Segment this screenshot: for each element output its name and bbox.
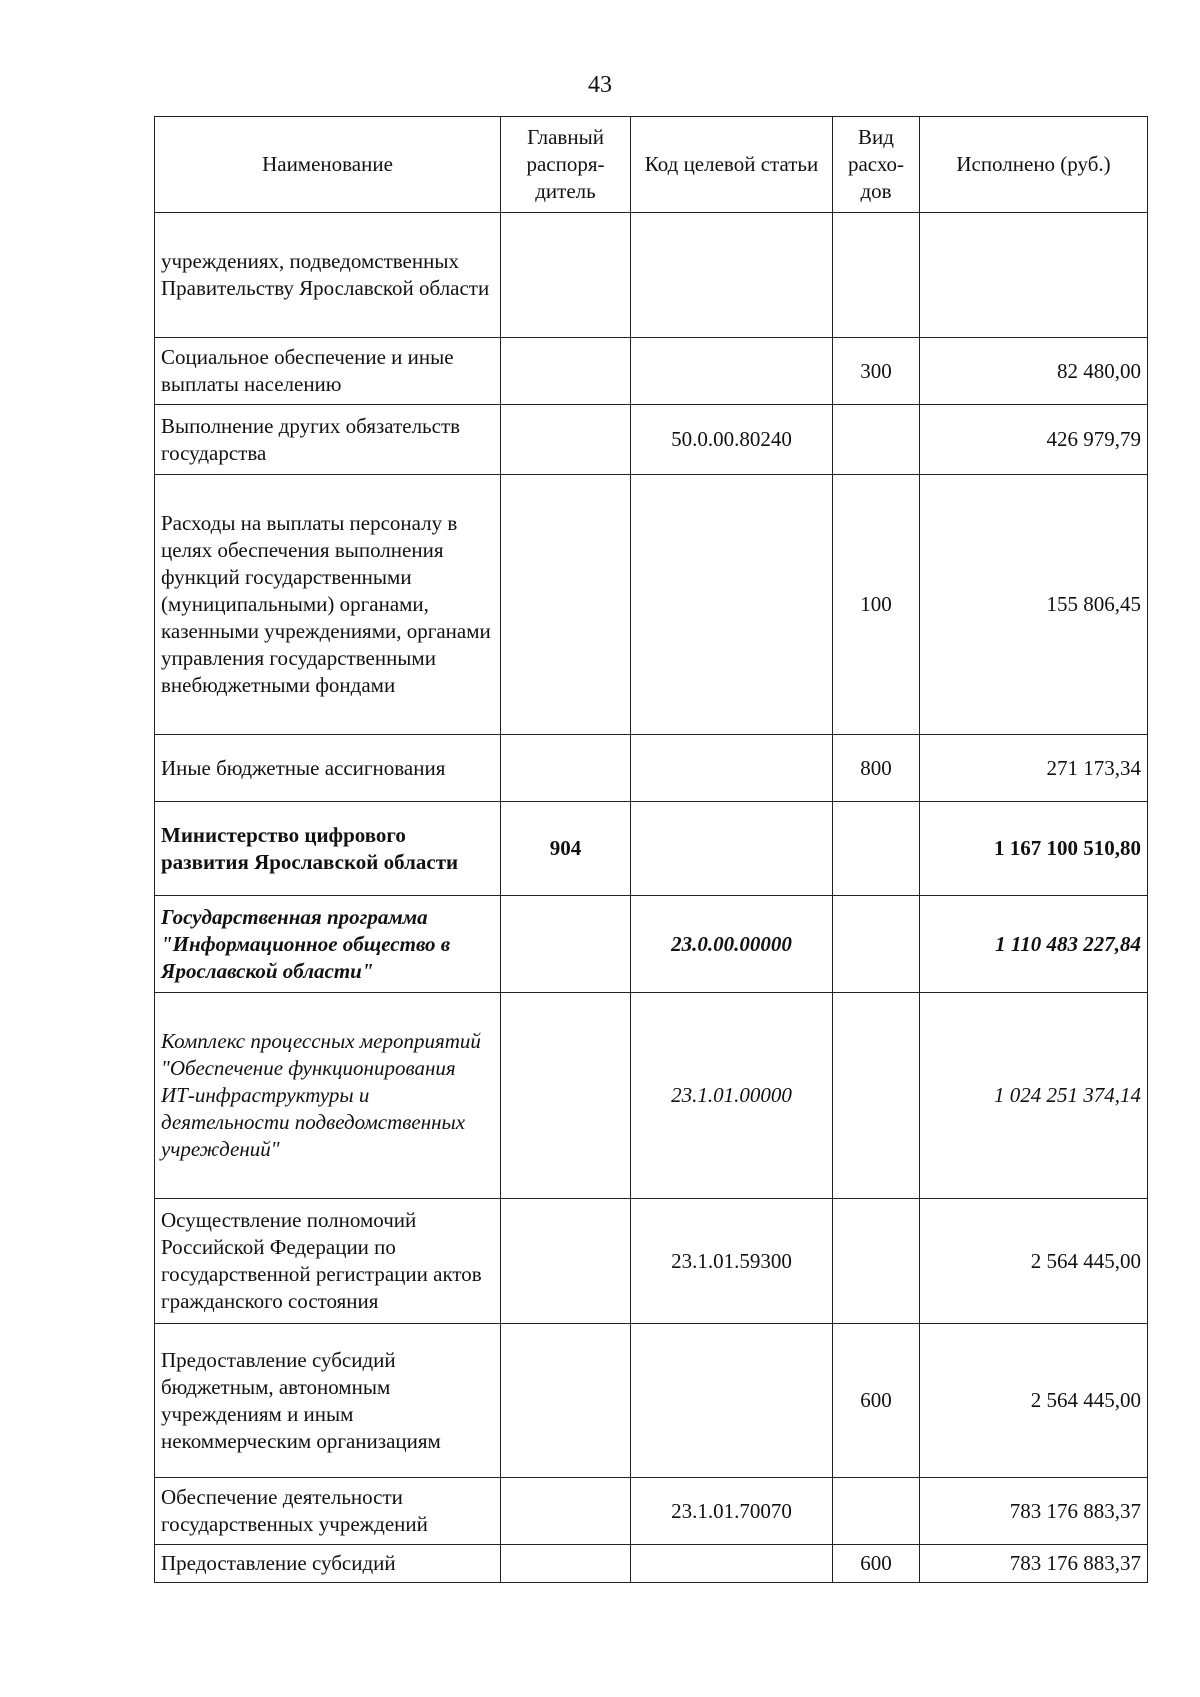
- header-chief-administrator: Главный распоря-дитель: [501, 117, 631, 213]
- row-target-code: 23.1.01.00000: [631, 993, 833, 1199]
- row-name: Обеспечение деятельности государственных учреждений: [155, 1478, 501, 1545]
- row-executed-amount: 271 173,34: [920, 735, 1148, 802]
- row-executed-amount: 155 806,45: [920, 475, 1148, 735]
- row-target-code: [631, 213, 833, 338]
- row-expense-type: [833, 213, 920, 338]
- row-target-code: [631, 1545, 833, 1583]
- row-target-code: 50.0.00.80240: [631, 405, 833, 475]
- row-target-code: [631, 475, 833, 735]
- row-executed-amount: 1 110 483 227,84: [920, 896, 1148, 993]
- table-row: [155, 735, 1148, 802]
- row-target-code: 23.1.01.59300: [631, 1199, 833, 1324]
- budget-execution-table: [154, 116, 1148, 1583]
- row-name: Предоставление субсидий: [155, 1545, 501, 1583]
- row-chief-administrator: [501, 735, 631, 802]
- row-expense-type: 600: [833, 1324, 920, 1478]
- row-target-code: [631, 802, 833, 896]
- row-target-code: [631, 1324, 833, 1478]
- table-row-ministry: [155, 802, 1148, 896]
- row-name: Выполнение других обязательств государства: [155, 405, 501, 475]
- row-target-code: [631, 735, 833, 802]
- row-chief-administrator: [501, 1199, 631, 1324]
- table-row: [155, 1478, 1148, 1545]
- row-expense-type: 100: [833, 475, 920, 735]
- table-row-complex: [155, 993, 1148, 1199]
- row-chief-administrator: [501, 1545, 631, 1583]
- table-row-program: [155, 896, 1148, 993]
- row-chief-administrator: [501, 213, 631, 338]
- row-name: Предоставление субсидий бюджетным, автономным учреждениям и иным некоммерческим организациям: [155, 1324, 501, 1478]
- row-executed-amount: 2 564 445,00: [920, 1324, 1148, 1478]
- row-chief-administrator: [501, 475, 631, 735]
- row-chief-administrator: [501, 1478, 631, 1545]
- row-chief-administrator: 904: [501, 802, 631, 896]
- row-target-code: 23.1.01.70070: [631, 1478, 833, 1545]
- table-row: [155, 1199, 1148, 1324]
- row-expense-type: [833, 1199, 920, 1324]
- table-row: [155, 1324, 1148, 1478]
- row-chief-administrator: [501, 405, 631, 475]
- row-executed-amount: 426 979,79: [920, 405, 1148, 475]
- row-name: учреждениях, подведомственных Правительству Ярославской области: [155, 213, 501, 338]
- row-executed-amount: 82 480,00: [920, 338, 1148, 405]
- row-expense-type: 300: [833, 338, 920, 405]
- row-chief-administrator: [501, 993, 631, 1199]
- row-name: Расходы на выплаты персоналу в целях обеспечения выполнения функций государственными (муниципальными) органами, казенными учреждениями, органами управления государственными внебюджетными фондами: [155, 475, 501, 735]
- header-expense-type: Вид расхо-дов: [833, 117, 920, 213]
- row-expense-type: [833, 993, 920, 1199]
- row-executed-amount: 783 176 883,37: [920, 1478, 1148, 1545]
- row-chief-administrator: [501, 1324, 631, 1478]
- table-row: [155, 405, 1148, 475]
- row-name: Социальное обеспечение и иные выплаты населению: [155, 338, 501, 405]
- table-row: [155, 1545, 1148, 1583]
- header-target-article-code: Код целевой статьи: [631, 117, 833, 213]
- page-number: 43: [588, 72, 612, 98]
- row-expense-type: 600: [833, 1545, 920, 1583]
- row-executed-amount: 783 176 883,37: [920, 1545, 1148, 1583]
- row-expense-type: 800: [833, 735, 920, 802]
- header-name: Наименование: [155, 117, 501, 213]
- row-chief-administrator: [501, 338, 631, 405]
- row-target-code: [631, 338, 833, 405]
- row-name: Комплекс процессных мероприятий "Обеспечение функционирования ИТ-инфраструктуры и деятельности подведомственных учреждений": [155, 993, 501, 1199]
- row-name: Министерство цифрового развития Ярославской области: [155, 802, 501, 896]
- row-executed-amount: 1 167 100 510,80: [920, 802, 1148, 896]
- row-name: Осуществление полномочий Российской Федерации по государственной регистрации актов гражданского состояния: [155, 1199, 501, 1324]
- row-expense-type: [833, 1478, 920, 1545]
- row-executed-amount: 1 024 251 374,14: [920, 993, 1148, 1199]
- row-expense-type: [833, 405, 920, 475]
- row-name: Государственная программа "Информационное общество в Ярославской области": [155, 896, 501, 993]
- row-executed-amount: [920, 213, 1148, 338]
- table-header-row: [155, 117, 1148, 213]
- row-expense-type: [833, 802, 920, 896]
- table-row: [155, 475, 1148, 735]
- header-executed: Исполнено (руб.): [920, 117, 1148, 213]
- row-name: Иные бюджетные ассигнования: [155, 735, 501, 802]
- row-executed-amount: 2 564 445,00: [920, 1199, 1148, 1324]
- table-row: [155, 213, 1148, 338]
- row-expense-type: [833, 896, 920, 993]
- row-target-code: 23.0.00.00000: [631, 896, 833, 993]
- table-row: [155, 338, 1148, 405]
- row-chief-administrator: [501, 896, 631, 993]
